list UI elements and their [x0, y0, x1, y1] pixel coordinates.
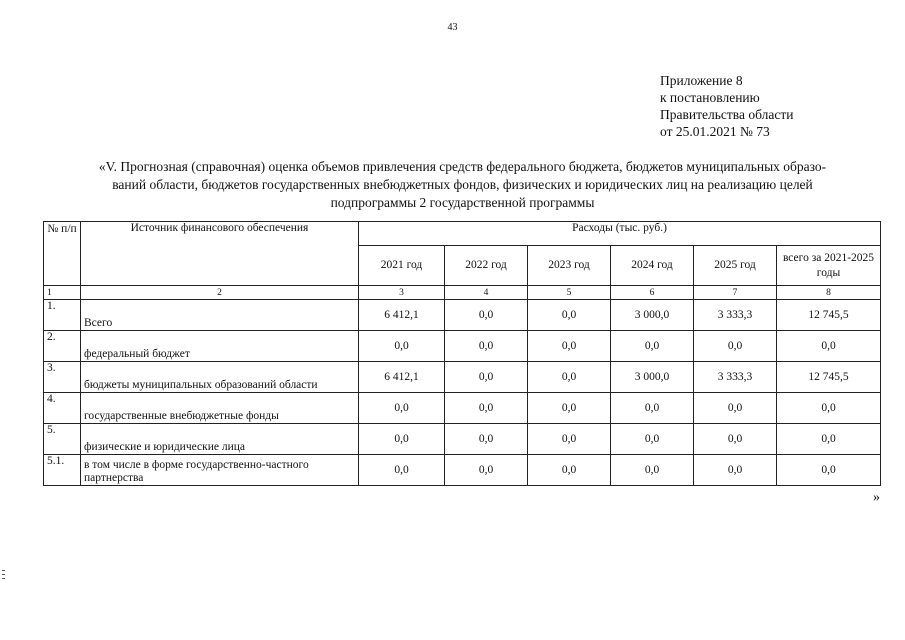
- expense-value: 0,0: [445, 393, 528, 424]
- header-expenses: Расходы (тыс. руб.): [359, 222, 881, 246]
- expense-value: 0,0: [528, 455, 611, 486]
- expense-value: 0,0: [359, 455, 445, 486]
- column-index: 5: [528, 286, 611, 300]
- expense-value: 0,0: [694, 424, 777, 455]
- expense-value: 0,0: [611, 393, 694, 424]
- row-number: 1.: [44, 300, 81, 331]
- financing-table: [43, 221, 881, 486]
- expense-value: 12 745,5: [777, 300, 881, 331]
- closing-quote: »: [873, 490, 880, 505]
- expense-value: 3 000,0: [611, 300, 694, 331]
- title-line: ваний области, бюджетов государственных внебюджетных фондов, физических и юридических лиц на реализацию целей: [112, 177, 813, 192]
- section-title: [40, 158, 885, 212]
- header-source: Источник финансового обеспечения: [81, 222, 359, 286]
- column-index: 2: [81, 286, 359, 300]
- expense-value: 0,0: [777, 393, 881, 424]
- header-year: 2021 год: [359, 246, 445, 286]
- row-number: 3.: [44, 362, 81, 393]
- row-number: 2.: [44, 331, 81, 362]
- source-name: государственные внебюджетные фонды: [81, 393, 359, 424]
- expense-value: 0,0: [359, 393, 445, 424]
- expense-value: 0,0: [445, 331, 528, 362]
- expense-value: 0,0: [694, 393, 777, 424]
- appendix-line: к постановлению: [660, 90, 760, 105]
- column-index: 3: [359, 286, 445, 300]
- appendix-line: Приложение 8: [660, 73, 743, 88]
- column-index: 1: [44, 286, 81, 300]
- column-index: 6: [611, 286, 694, 300]
- expense-value: 0,0: [528, 331, 611, 362]
- expense-value: 0,0: [528, 300, 611, 331]
- header-year: 2025 год: [694, 246, 777, 286]
- header-year: 2024 год: [611, 246, 694, 286]
- table-row: [44, 424, 881, 455]
- expense-value: 0,0: [445, 455, 528, 486]
- expense-value: 0,0: [694, 331, 777, 362]
- expense-value: 3 000,0: [611, 362, 694, 393]
- title-line: подпрограммы 2 государственной программы: [330, 195, 595, 210]
- row-number: 4.: [44, 393, 81, 424]
- appendix-line: Правительства области: [660, 107, 794, 122]
- row-number: 5.1.: [44, 455, 81, 486]
- expense-value: 0,0: [611, 424, 694, 455]
- table-row: [44, 331, 881, 362]
- expense-value: 0,0: [694, 455, 777, 486]
- header-year: 2023 год: [528, 246, 611, 286]
- expense-value: 0,0: [528, 424, 611, 455]
- scan-edge-mark: [2, 574, 5, 575]
- title-line: «V. Прогнозная (справочная) оценка объемов привлечения средств федерального бюджета, бюджетов муниципальных образо-: [98, 159, 827, 174]
- expense-value: 3 333,3: [694, 300, 777, 331]
- table-row: [44, 362, 881, 393]
- appendix-date-line: от 25.01.2021 № 73: [660, 124, 770, 139]
- expense-value: 0,0: [528, 362, 611, 393]
- column-index: 8: [777, 286, 881, 300]
- scan-edge-mark: [2, 570, 5, 571]
- expense-value: 6 412,1: [359, 300, 445, 331]
- expense-value: 6 412,1: [359, 362, 445, 393]
- table-row: [44, 300, 881, 331]
- header-num: № п/п: [44, 222, 81, 286]
- header-year: 2022 год: [445, 246, 528, 286]
- scan-edge-mark: [2, 578, 5, 579]
- expense-value: 0,0: [611, 455, 694, 486]
- expense-value: 0,0: [359, 331, 445, 362]
- appendix-block: [660, 72, 793, 140]
- table-row: [44, 393, 881, 424]
- expense-value: 0,0: [445, 424, 528, 455]
- expense-value: 0,0: [777, 455, 881, 486]
- table-row: [44, 455, 881, 486]
- row-number: 5.: [44, 424, 81, 455]
- column-index: 7: [694, 286, 777, 300]
- expense-value: 0,0: [777, 331, 881, 362]
- source-name: бюджеты муниципальных образований области: [81, 362, 359, 393]
- source-name: федеральный бюджет: [81, 331, 359, 362]
- source-name: в том числе в форме государственно-частного партнерства: [81, 455, 359, 486]
- source-name: физические и юридические лица: [81, 424, 359, 455]
- expense-value: 0,0: [359, 424, 445, 455]
- source-name: Всего: [81, 300, 359, 331]
- header-total: всего за 2021-2025 годы: [777, 246, 881, 286]
- expense-value: 0,0: [777, 424, 881, 455]
- expense-value: 0,0: [445, 362, 528, 393]
- expense-value: 12 745,5: [777, 362, 881, 393]
- expense-value: 0,0: [611, 331, 694, 362]
- page-number: 43: [447, 22, 458, 33]
- column-index-row: [44, 286, 881, 300]
- expense-value: 0,0: [445, 300, 528, 331]
- expense-value: 0,0: [528, 393, 611, 424]
- column-index: 4: [445, 286, 528, 300]
- expense-value: 3 333,3: [694, 362, 777, 393]
